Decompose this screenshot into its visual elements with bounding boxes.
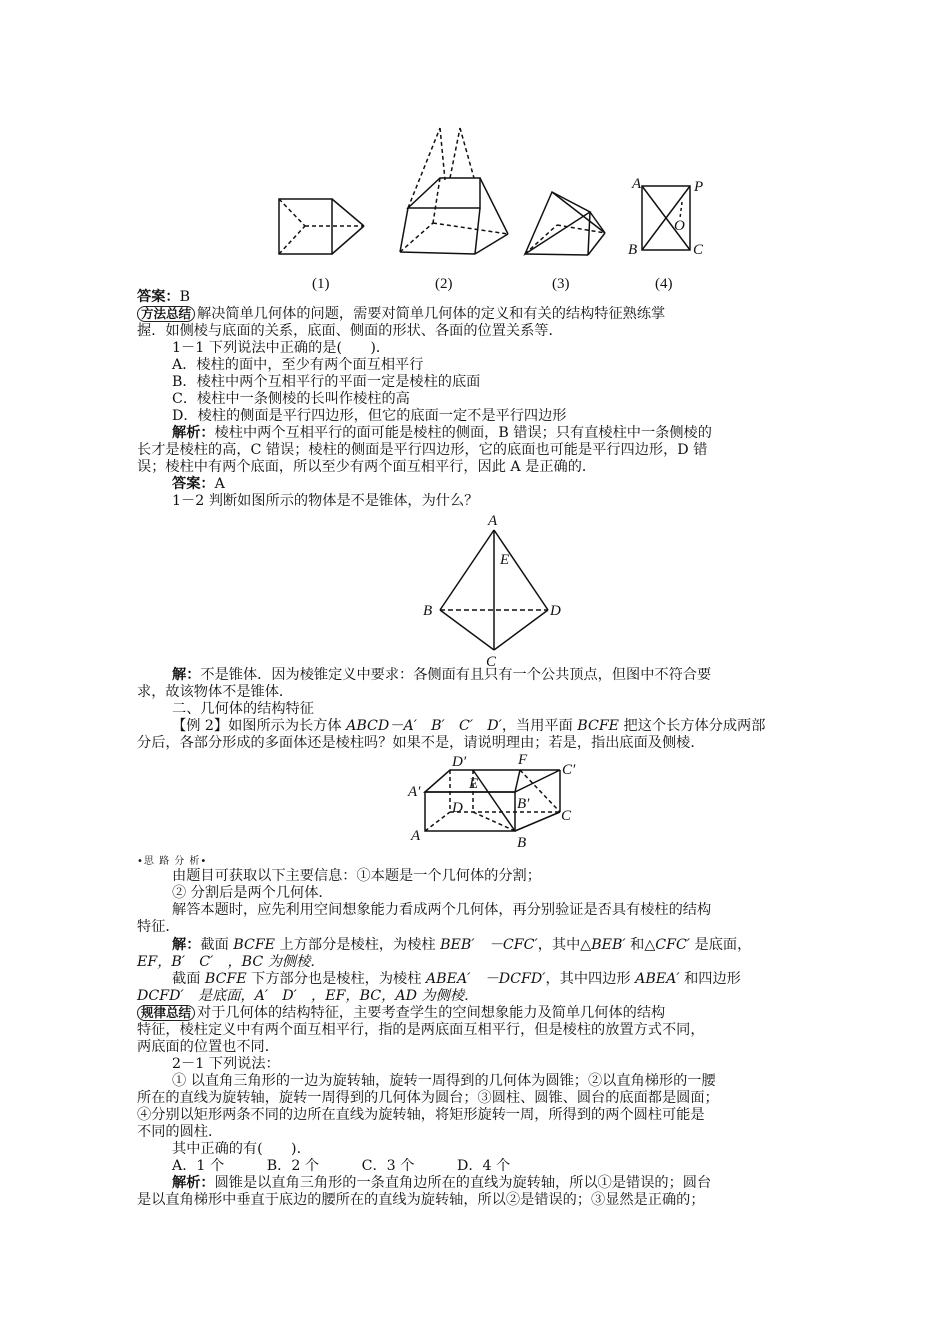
caption-4: (4) bbox=[655, 276, 673, 292]
text-line: ① 以直角三角形的一边为旋转轴，旋转一周得到的几何体为圆锥；②以直角梯形的一腰 bbox=[172, 1073, 716, 1089]
option-c: C．棱柱中一条侧棱的长叫作棱柱的高 bbox=[172, 391, 410, 407]
question-1-2: 1－2 判断如图所示的物体是不是锥体，为什么？ bbox=[172, 493, 479, 509]
text-line: 误；棱柱中有两个底面，所以至少有两个面互相平行，因此 A 是正确的． bbox=[137, 459, 597, 475]
caption-2: (2) bbox=[435, 276, 453, 292]
example-2: 【例 2】如图所示为长方体 ABCD－A′ B′ C′ D′，当用平面 BCFE 把这个长方体分成两部 bbox=[172, 718, 766, 734]
label-A: A bbox=[488, 513, 498, 529]
label-F: F bbox=[518, 752, 528, 768]
method-summary: 方法总结 解决简单几何体的问题，需要对简单几何体的定义和有关的结构特征熟练掌 bbox=[137, 306, 817, 323]
solid-2-frustum bbox=[400, 128, 508, 254]
text-line: ④分别以矩形两条不同的边所在直线为旋转轴，将矩形旋转一周，所得到的两个圆柱可能是 bbox=[137, 1107, 705, 1123]
rule-summary: 规律总结 对于几何体的结构特征，主要考查学生的空间想象能力及简单几何体的结构 bbox=[137, 1005, 817, 1022]
option-b: B．棱柱中两个互相平行的平面一定是棱柱的底面 bbox=[172, 374, 481, 390]
label-A: A bbox=[632, 176, 642, 192]
text-line: 其中正确的有( )． bbox=[172, 1141, 311, 1157]
label-B: B bbox=[628, 242, 638, 258]
label-B: B bbox=[423, 603, 433, 619]
text-line: 是以直角梯形中垂直于底边的腰所在的直线为旋转轴，所以②是错误的；③显然是正确的； bbox=[137, 1192, 705, 1208]
text-line: ② 分割后是两个几何体． bbox=[172, 885, 333, 901]
text-line: 由题目可获取以下主要信息：①本题是一个几何体的分割； bbox=[172, 868, 541, 884]
text-line: 特征，棱柱定义中有两个面互相平行，指的是两底面互相平行，但是棱柱的放置方式不同， bbox=[137, 1022, 705, 1038]
label-P: P bbox=[694, 179, 704, 195]
option-a: A．棱柱的面中，至少有两个面互相平行 bbox=[172, 357, 424, 373]
text-line: EF，B′ C′ ，BC 为侧棱． bbox=[137, 954, 325, 970]
section-heading: 二、几何体的结构特征 bbox=[172, 701, 314, 717]
options-2-1: A．1 个 B．2 个 C．3 个 D．4 个 bbox=[172, 1158, 511, 1174]
caption-3: (3) bbox=[552, 276, 570, 292]
label-E: E bbox=[500, 552, 510, 568]
label-D: D bbox=[452, 800, 463, 816]
option-d: D．棱柱的侧面是平行四边形，但它的底面一定不是平行四边形 bbox=[172, 408, 567, 424]
label-D-prime: D′ bbox=[452, 754, 467, 770]
label-B: B bbox=[517, 835, 527, 851]
figure-pyramid-abcde bbox=[420, 510, 580, 670]
text-line: 两底面的位置也不同． bbox=[137, 1039, 279, 1055]
label-O: O bbox=[674, 218, 685, 234]
method-summary-badge: 方法总结 bbox=[137, 306, 195, 322]
solid-1-prism bbox=[279, 199, 364, 254]
question-2-1: 2－1 下列说法： bbox=[172, 1056, 280, 1072]
label-C: C bbox=[486, 654, 497, 670]
label-C: C bbox=[693, 242, 704, 258]
solution-line-2: 解：截面 BCFE 上方部分是棱柱，为棱柱 BEB′ －CFC′，其中△BEB′ 和△CFC′ 是底面， bbox=[172, 937, 752, 953]
question-1-1: 1－1 下列说法中正确的是( )． bbox=[172, 340, 391, 356]
solution-line-3: 截面 BCFE 下方部分也是棱柱，为棱柱 ABEA′ －DCFD′，其中四边形 ABEA′ 和四边形 bbox=[172, 971, 741, 987]
figure-cuboid bbox=[405, 748, 580, 851]
text-line: 分后，各部分形成的多面体还是棱柱吗？如果不是，请说明理由；若是，指出底面及侧棱． bbox=[137, 735, 705, 751]
caption-1: (1) bbox=[312, 276, 330, 292]
analysis-line-2: 解析：圆锥是以直角三角形的一条直角边所在的直线为旋转轴，所以①是错误的；圆台 bbox=[172, 1175, 712, 1191]
label-C-prime: C′ bbox=[562, 762, 576, 778]
analysis-line: 解析：棱柱中两个互相平行的面可能是棱柱的侧面，B 错误；只有直棱柱中一条侧棱的 bbox=[172, 425, 712, 441]
text-line: 所在的直线为旋转轴，旋转一周得到的几何体为圆台；③圆柱、圆锥、圆台的底面都是圆面； bbox=[137, 1090, 719, 1106]
label-C: C bbox=[561, 808, 572, 824]
text-line: 特征． bbox=[137, 919, 180, 935]
solid-3-pyramid bbox=[525, 192, 605, 255]
text-line: DCFD′ 是底面，A′ D′ ，EF，BC，AD 为侧棱． bbox=[137, 988, 479, 1004]
text-line: 握．如侧棱与底面的关系，底面、侧面的形状、各面的位置关系等． bbox=[137, 323, 563, 339]
label-B-prime: B′ bbox=[517, 796, 530, 812]
idea-analysis-badge: •思 路 分 析• bbox=[137, 856, 208, 867]
text-line: 长才是棱柱的高，C 错误；棱柱的侧面是平行四边形，它的底面也可能是平行四边形，D 错 bbox=[137, 442, 708, 458]
text-line: 求，故该物体不是锥体． bbox=[137, 684, 294, 700]
answer-line-1: 答案：B bbox=[137, 289, 191, 305]
label-A: A bbox=[411, 828, 421, 844]
text-line: 解答本题时，应先利用空间想象能力看成两个几何体，再分别验证是否具有棱柱的结构 bbox=[172, 902, 712, 918]
solution-line: 解：不是锥体．因为棱锥定义中要求：各侧面有且只有一个公共顶点，但图中不符合要 bbox=[172, 667, 712, 683]
label-E: E bbox=[469, 776, 479, 792]
label-D: D bbox=[550, 603, 561, 619]
figure-solids-row bbox=[270, 120, 720, 295]
rule-summary-badge: 规律总结 bbox=[137, 1005, 195, 1021]
answer-line-2: 答案：A bbox=[172, 476, 225, 492]
text-line: 不同的圆柱． bbox=[137, 1124, 223, 1140]
label-A-prime: A′ bbox=[408, 784, 421, 800]
